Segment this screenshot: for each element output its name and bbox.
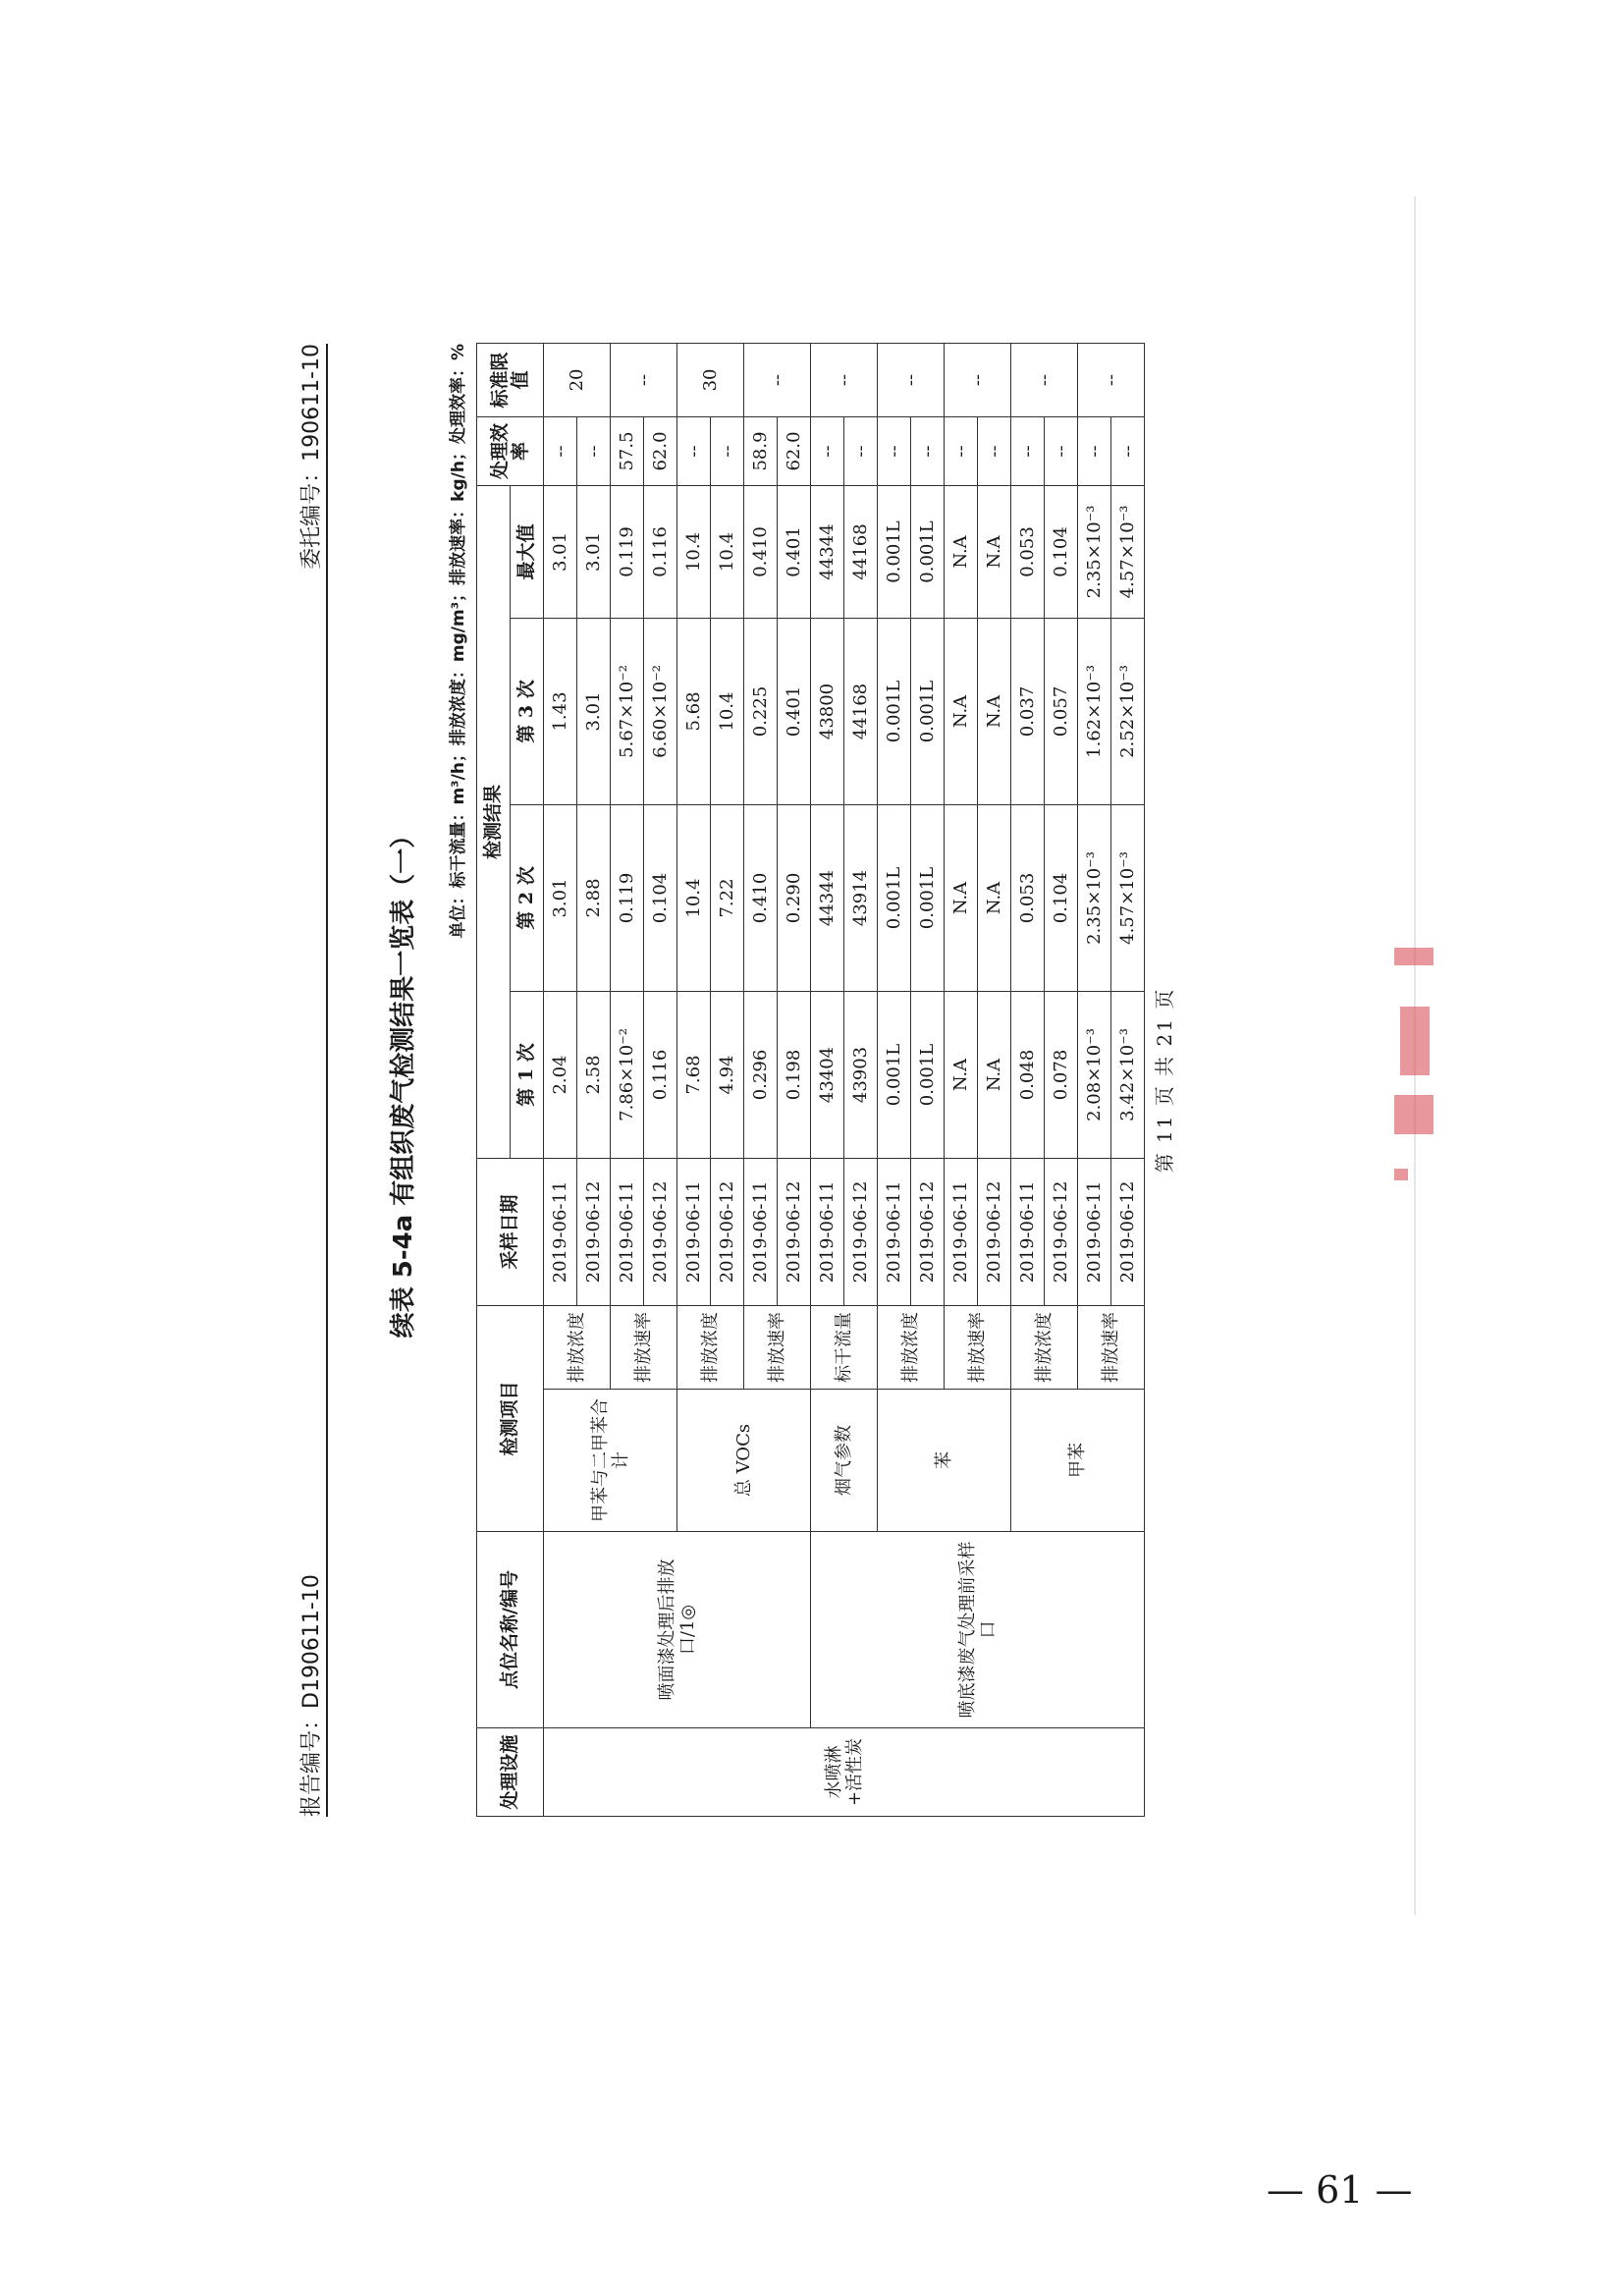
- run2-cell: 4.57×10⁻³: [1111, 804, 1145, 991]
- max-cell: 0.104: [1045, 485, 1078, 618]
- date-cell: 2019-06-12: [978, 1158, 1011, 1305]
- efficiency-cell: 62.0: [644, 416, 677, 485]
- max-cell: 0.001L: [911, 485, 945, 618]
- run2-cell: 0.001L: [911, 804, 945, 991]
- date-cell: 2019-06-12: [911, 1158, 945, 1305]
- efficiency-cell: --: [911, 416, 945, 485]
- run3-cell: 0.225: [744, 618, 778, 804]
- limit-cell: --: [945, 343, 1011, 416]
- date-cell: 2019-06-11: [811, 1158, 844, 1305]
- efficiency-cell: --: [945, 416, 978, 485]
- efficiency-cell: --: [711, 416, 744, 485]
- efficiency-cell: --: [677, 416, 711, 485]
- run3-cell: 0.001L: [911, 618, 945, 804]
- date-cell: 2019-06-11: [677, 1158, 711, 1305]
- run3-cell: 1.62×10⁻³: [1078, 618, 1111, 804]
- limit-cell: --: [744, 343, 811, 416]
- run3-cell: N.A: [978, 618, 1011, 804]
- facility-cell: 水喷淋+活性炭: [544, 1728, 1145, 1817]
- efficiency-cell: 58.9: [744, 416, 778, 485]
- run1-cell: 7.86×10⁻²: [611, 991, 644, 1158]
- run3-cell: 43800: [811, 618, 844, 804]
- efficiency-cell: 57.5: [611, 416, 644, 485]
- run3-cell: 0.001L: [878, 618, 911, 804]
- max-cell: N.A: [945, 485, 978, 618]
- efficiency-cell: --: [978, 416, 1011, 485]
- run1-cell: 0.048: [1011, 991, 1045, 1158]
- header-item: 检测项目: [477, 1305, 544, 1531]
- date-cell: 2019-06-11: [611, 1158, 644, 1305]
- run3-cell: 0.037: [1011, 618, 1045, 804]
- subitem-cell: 排放速率: [744, 1305, 811, 1389]
- run2-cell: 0.104: [644, 804, 677, 991]
- header-facility: 处理设施: [477, 1728, 544, 1817]
- run3-cell: 0.401: [778, 618, 811, 804]
- limit-cell: --: [878, 343, 945, 416]
- run1-cell: 0.296: [744, 991, 778, 1158]
- run3-cell: 1.43: [544, 618, 577, 804]
- run1-cell: 0.001L: [911, 991, 945, 1158]
- point-cell: 喷面漆处理后排放口/1◎: [544, 1532, 811, 1728]
- run1-cell: N.A: [978, 991, 1011, 1158]
- limit-cell: 20: [544, 343, 611, 416]
- header-run-1: 第 1 次: [511, 991, 544, 1158]
- max-cell: 0.053: [1011, 485, 1045, 618]
- limit-cell: --: [1011, 343, 1078, 416]
- max-cell: 44344: [811, 485, 844, 618]
- efficiency-cell: 62.0: [778, 416, 811, 485]
- run1-cell: 4.94: [711, 991, 744, 1158]
- page-footer: 第 11 页 共 21 页: [1153, 987, 1176, 1174]
- table-row: [544, 343, 577, 1816]
- date-cell: 2019-06-12: [577, 1158, 611, 1305]
- run2-cell: 2.35×10⁻³: [1078, 804, 1111, 991]
- run1-cell: 43903: [844, 991, 878, 1158]
- run1-cell: N.A: [945, 991, 978, 1158]
- header-run-2: 第 2 次: [511, 804, 544, 991]
- subitem-cell: 排放速率: [611, 1305, 677, 1389]
- date-cell: 2019-06-12: [778, 1158, 811, 1305]
- max-cell: 4.57×10⁻³: [1111, 485, 1145, 618]
- header-point: 点位名称/编号: [477, 1532, 544, 1728]
- subitem-cell: 排放速率: [1078, 1305, 1145, 1389]
- date-cell: 2019-06-11: [744, 1158, 778, 1305]
- run2-cell: 3.01: [544, 804, 577, 991]
- header-max: 最大值: [511, 485, 544, 618]
- max-cell: 3.01: [544, 485, 577, 618]
- date-cell: 2019-06-12: [844, 1158, 878, 1305]
- report-number: 报告编号：D190611-10: [299, 1574, 324, 1817]
- run2-cell: 0.104: [1045, 804, 1078, 991]
- header-rule: [326, 344, 328, 1817]
- efficiency-cell: --: [544, 416, 577, 485]
- run1-cell: 0.116: [644, 991, 677, 1158]
- commission-number: 委托编号：190611-10: [299, 344, 324, 570]
- run3-cell: 6.60×10⁻²: [644, 618, 677, 804]
- run2-cell: 2.88: [577, 804, 611, 991]
- run1-cell: 0.001L: [878, 991, 911, 1158]
- page-number: — 61 —: [1267, 2168, 1413, 2212]
- subitem-cell: 排放浓度: [544, 1305, 611, 1389]
- date-cell: 2019-06-12: [1111, 1158, 1145, 1305]
- red-stamp-mark: [1394, 948, 1434, 1183]
- item-cell: 甲苯: [1011, 1390, 1145, 1532]
- header-limit: 标准限值: [477, 343, 544, 416]
- item-cell: 烟气参数: [811, 1390, 878, 1532]
- run2-cell: 0.119: [611, 804, 644, 991]
- run3-cell: N.A: [945, 618, 978, 804]
- run3-cell: 0.057: [1045, 618, 1078, 804]
- rotated-report-page: [295, 344, 1208, 1817]
- limit-cell: 30: [677, 343, 744, 416]
- header-efficiency: 处理效率: [477, 416, 544, 485]
- efficiency-cell: --: [811, 416, 844, 485]
- table-title: 续表 5-4a 有组织废气检测结果一览表（一）: [389, 822, 418, 1339]
- item-cell: 甲苯与二甲苯合计: [544, 1390, 677, 1532]
- max-cell: 2.35×10⁻³: [1078, 485, 1111, 618]
- run3-cell: 5.67×10⁻²: [611, 618, 644, 804]
- header-date: 采样日期: [477, 1158, 544, 1305]
- max-cell: 10.4: [677, 485, 711, 618]
- run1-cell: 7.68: [677, 991, 711, 1158]
- point-cell: 喷底漆废气处理前采样口: [811, 1532, 1145, 1728]
- date-cell: 2019-06-11: [544, 1158, 577, 1305]
- max-cell: 0.116: [644, 485, 677, 618]
- efficiency-cell: --: [1078, 416, 1111, 485]
- limit-cell: --: [611, 343, 677, 416]
- run2-cell: 44344: [811, 804, 844, 991]
- efficiency-cell: --: [844, 416, 878, 485]
- limit-cell: --: [811, 343, 878, 416]
- run2-cell: N.A: [945, 804, 978, 991]
- item-cell: 苯: [878, 1390, 1011, 1532]
- efficiency-cell: --: [1011, 416, 1045, 485]
- efficiency-cell: --: [577, 416, 611, 485]
- run3-cell: 3.01: [577, 618, 611, 804]
- efficiency-cell: --: [1111, 416, 1145, 485]
- header-run-3: 第 3 次: [511, 618, 544, 804]
- subitem-cell: 排放浓度: [1011, 1305, 1078, 1389]
- max-cell: 10.4: [711, 485, 744, 618]
- date-cell: 2019-06-11: [1011, 1158, 1045, 1305]
- run3-cell: 10.4: [711, 618, 744, 804]
- date-cell: 2019-06-11: [945, 1158, 978, 1305]
- run1-cell: 2.04: [544, 991, 577, 1158]
- efficiency-cell: --: [878, 416, 911, 485]
- subitem-cell: 排放浓度: [878, 1305, 945, 1389]
- run2-cell: 10.4: [677, 804, 711, 991]
- max-cell: 0.119: [611, 485, 644, 618]
- subitem-cell: 标干流量: [811, 1305, 878, 1389]
- table-row: [811, 343, 844, 1816]
- unit-note: 单位：标干流量：m³/h；排放浓度：mg/m³；排放速率：kg/h；处理效率：%: [449, 344, 468, 939]
- subitem-cell: 排放浓度: [677, 1305, 744, 1389]
- max-cell: 44168: [844, 485, 878, 618]
- run2-cell: 0.001L: [878, 804, 911, 991]
- run1-cell: 2.58: [577, 991, 611, 1158]
- max-cell: N.A: [978, 485, 1011, 618]
- header-results: 检测结果: [477, 485, 511, 1158]
- run2-cell: N.A: [978, 804, 1011, 991]
- date-cell: 2019-06-11: [878, 1158, 911, 1305]
- date-cell: 2019-06-12: [644, 1158, 677, 1305]
- efficiency-cell: --: [1045, 416, 1078, 485]
- run3-cell: 44168: [844, 618, 878, 804]
- date-cell: 2019-06-12: [1045, 1158, 1078, 1305]
- limit-cell: --: [1078, 343, 1145, 416]
- max-cell: 0.001L: [878, 485, 911, 618]
- max-cell: 0.410: [744, 485, 778, 618]
- date-cell: 2019-06-12: [711, 1158, 744, 1305]
- run2-cell: 0.290: [778, 804, 811, 991]
- date-cell: 2019-06-11: [1078, 1158, 1111, 1305]
- run1-cell: 0.198: [778, 991, 811, 1158]
- run3-cell: 2.52×10⁻³: [1111, 618, 1145, 804]
- subitem-cell: 排放速率: [945, 1305, 1011, 1389]
- max-cell: 0.401: [778, 485, 811, 618]
- item-cell: 总 VOCs: [677, 1390, 811, 1532]
- run1-cell: 3.42×10⁻³: [1111, 991, 1145, 1158]
- run1-cell: 0.078: [1045, 991, 1078, 1158]
- run2-cell: 0.053: [1011, 804, 1045, 991]
- run1-cell: 2.08×10⁻³: [1078, 991, 1111, 1158]
- run2-cell: 7.22: [711, 804, 744, 991]
- run3-cell: 5.68: [677, 618, 711, 804]
- run1-cell: 43404: [811, 991, 844, 1158]
- run2-cell: 43914: [844, 804, 878, 991]
- max-cell: 3.01: [577, 485, 611, 618]
- run2-cell: 0.410: [744, 804, 778, 991]
- results-table: [476, 343, 1145, 1817]
